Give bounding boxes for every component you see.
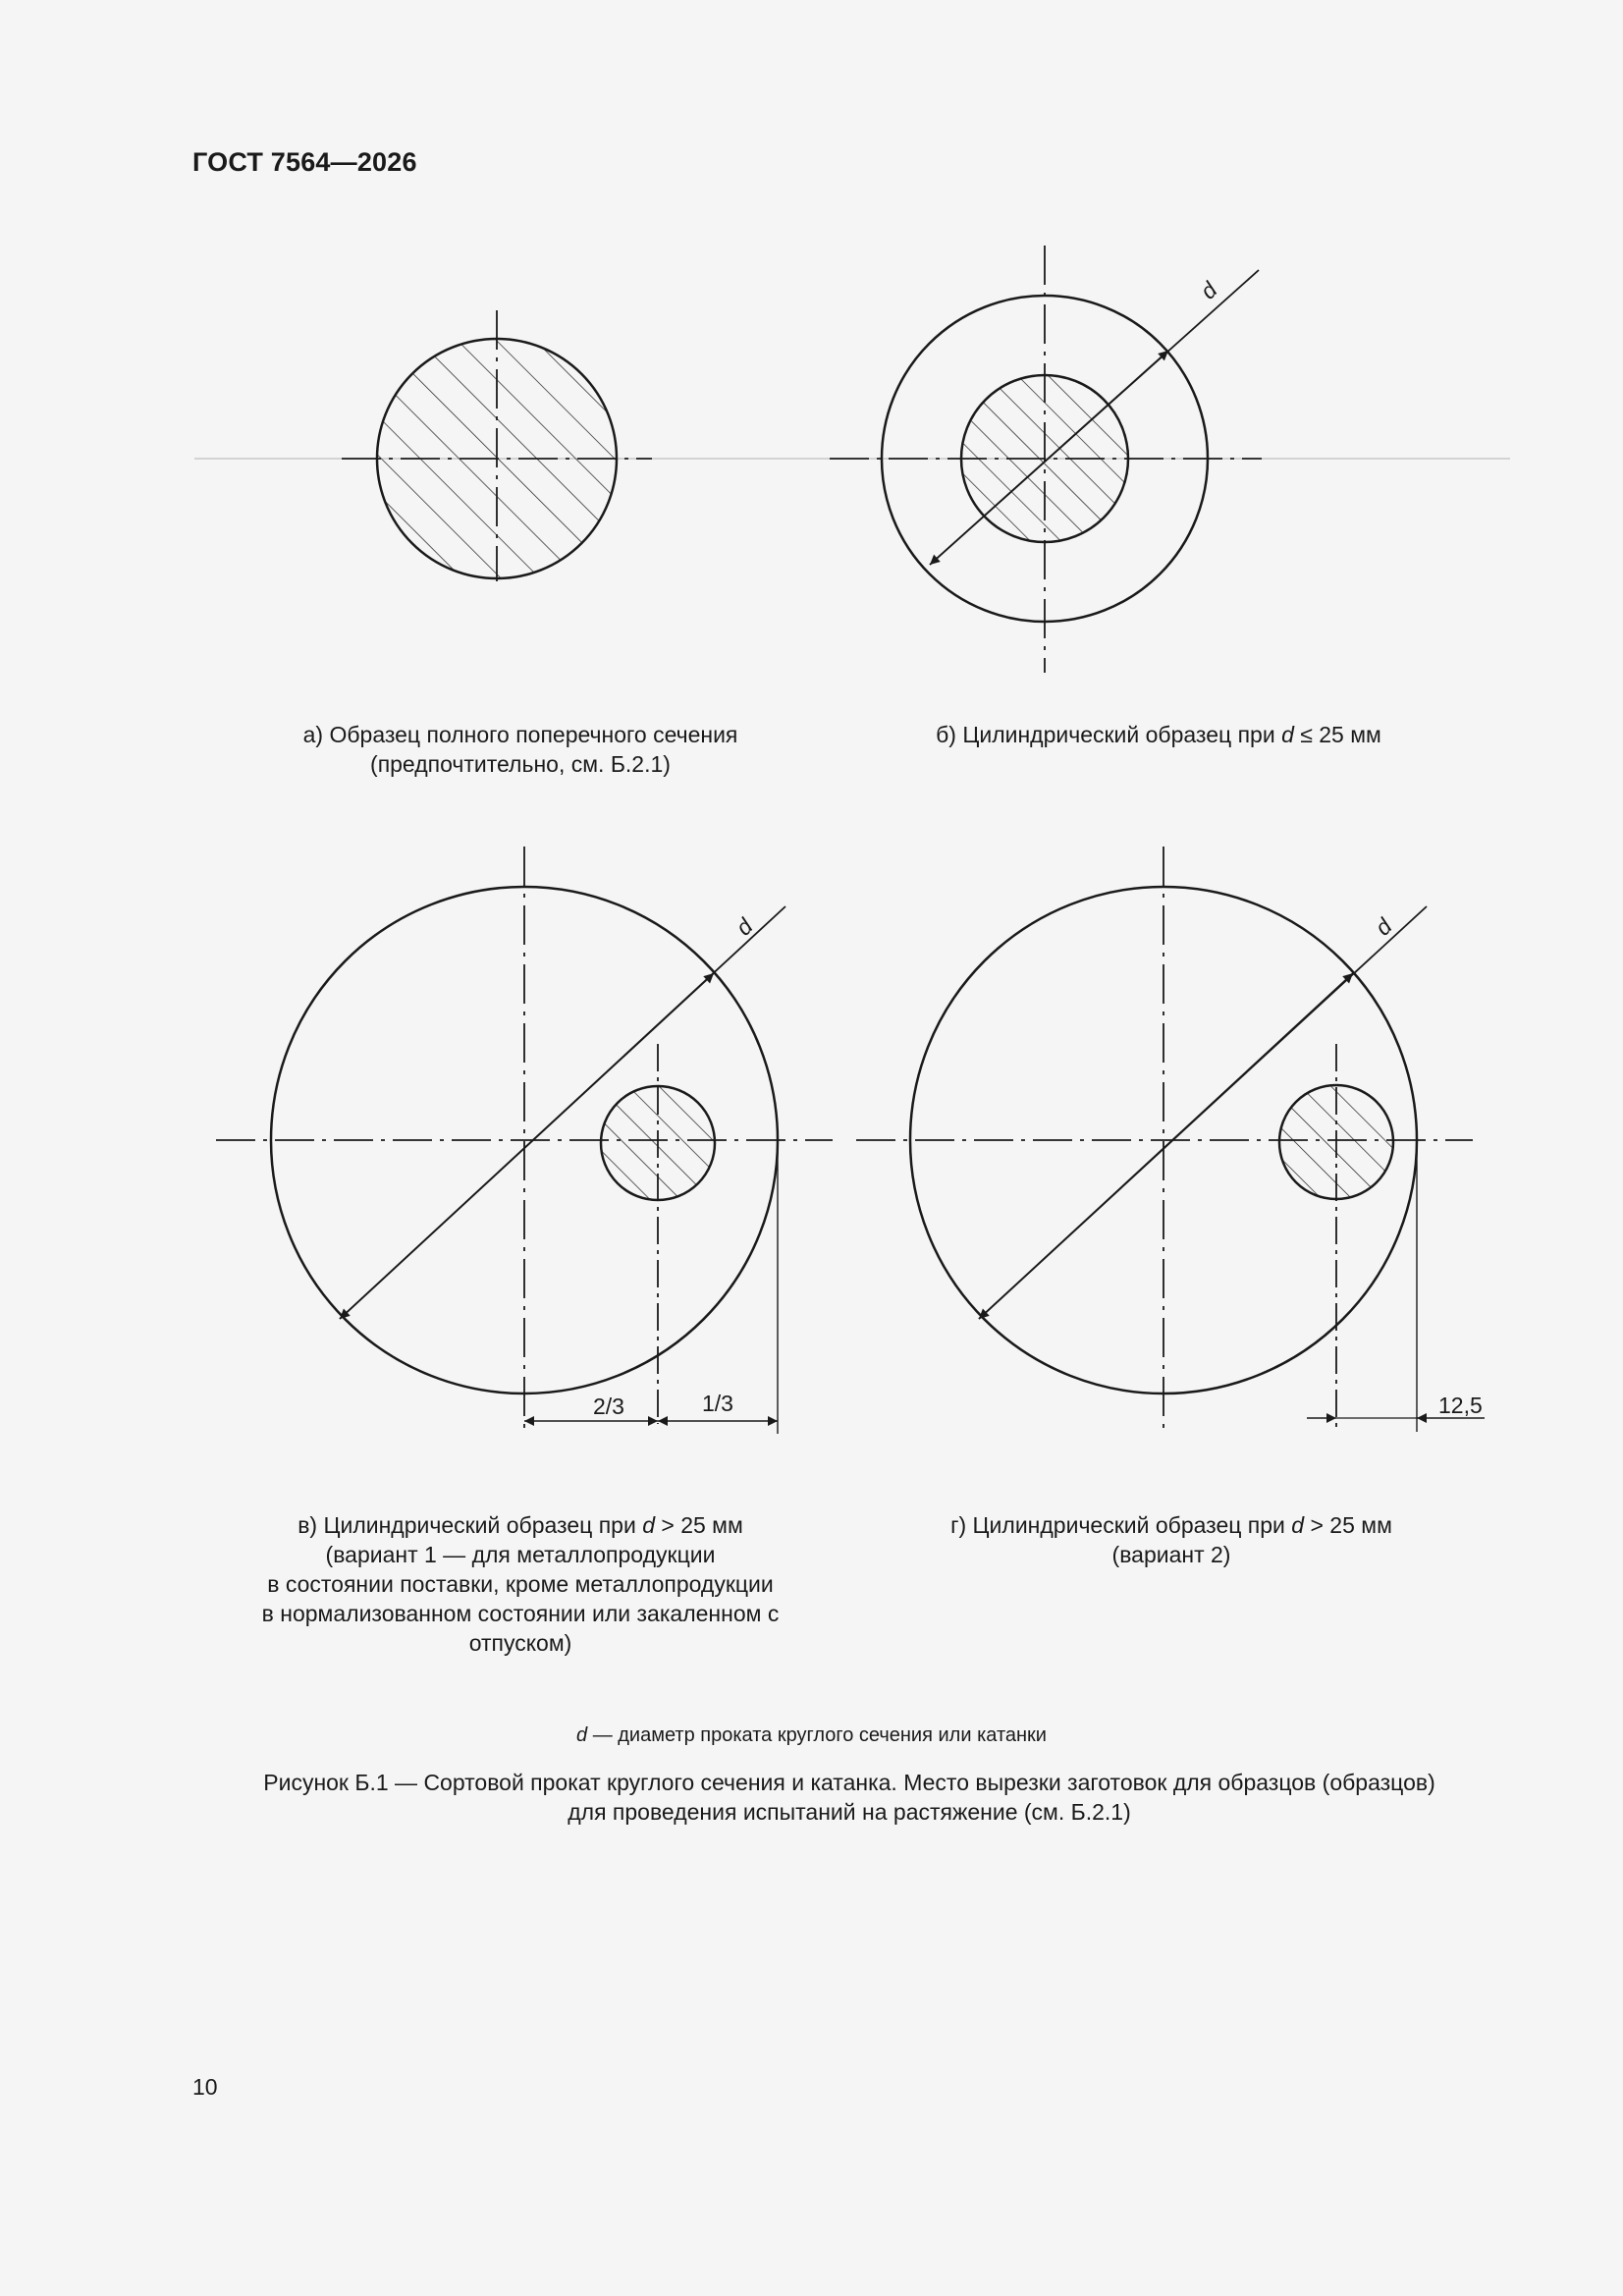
legend-var: d xyxy=(576,1724,588,1746)
figure-title xyxy=(147,1768,1551,1827)
standard-header: ГОСТ 7564—2026 xyxy=(192,147,417,177)
figure-c-caption-line-2: (вариант 1 — для металлопродукции xyxy=(325,1542,716,1567)
figure-d-dim-label: d xyxy=(1370,913,1397,941)
figure-b-caption-post: ≤ 25 мм xyxy=(1293,722,1381,747)
figure-c-caption-line-4: в нормализованном состоянии или закаленном с xyxy=(261,1601,780,1626)
figure-title-line-2: для проведения испытаний на растяжение (см. Б.2.1) xyxy=(568,1799,1131,1825)
figure-b-cylindrical-small xyxy=(830,246,1262,673)
legend-text: — диаметр проката круглого сечения или катанки xyxy=(587,1724,1047,1746)
figure-c-caption-pre: в) Цилиндрический образец при xyxy=(298,1512,643,1538)
figure-b-caption-var: d xyxy=(1281,722,1294,747)
page-number: 10 xyxy=(192,2074,218,2100)
figure-b-caption xyxy=(864,720,1453,749)
figure-c-caption-line-5: отпуском) xyxy=(468,1630,572,1656)
figure-c-caption-post: > 25 мм xyxy=(654,1512,743,1538)
figure-a-caption-line-2: (предпочтительно, см. Б.2.1) xyxy=(370,751,671,777)
figure-c-caption-var: d xyxy=(642,1512,655,1538)
figure-a-full-section xyxy=(342,310,652,581)
figure-c-cylindrical-variant-1 xyxy=(216,847,833,1434)
figure-c-caption xyxy=(226,1510,815,1658)
figure-c-caption-line-3: в состоянии поставки, кроме металлопродукции xyxy=(267,1571,774,1597)
figure-d-caption-post: > 25 мм xyxy=(1304,1512,1392,1538)
figure-c-dim-label: d xyxy=(730,913,758,941)
figure-c-dim-two-thirds: 2/3 xyxy=(593,1394,624,1419)
figure-d-caption xyxy=(877,1510,1466,1569)
figure-d-caption-line-2: (вариант 2) xyxy=(1111,1542,1231,1567)
figure-d-caption-var: d xyxy=(1291,1512,1305,1538)
figure-a-caption xyxy=(226,720,815,779)
figure-a-caption-line-1: а) Образец полного поперечного сечения xyxy=(302,722,738,747)
figure-d-dim-offset: 12,5 xyxy=(1438,1393,1483,1418)
figure-title-line-1: Рисунок Б.1 — Сортовой прокат круглого сечения и катанка. Место вырезки заготовок для образцов (образцов) xyxy=(263,1770,1435,1795)
symbol-legend xyxy=(0,1724,1623,1747)
figure-b-dim-label: d xyxy=(1195,277,1222,304)
figure-c-dim-one-third: 1/3 xyxy=(702,1391,733,1416)
figure-b-caption-pre: б) Цилиндрический образец при xyxy=(936,722,1282,747)
figure-d-caption-pre: г) Цилиндрический образец при xyxy=(950,1512,1292,1538)
